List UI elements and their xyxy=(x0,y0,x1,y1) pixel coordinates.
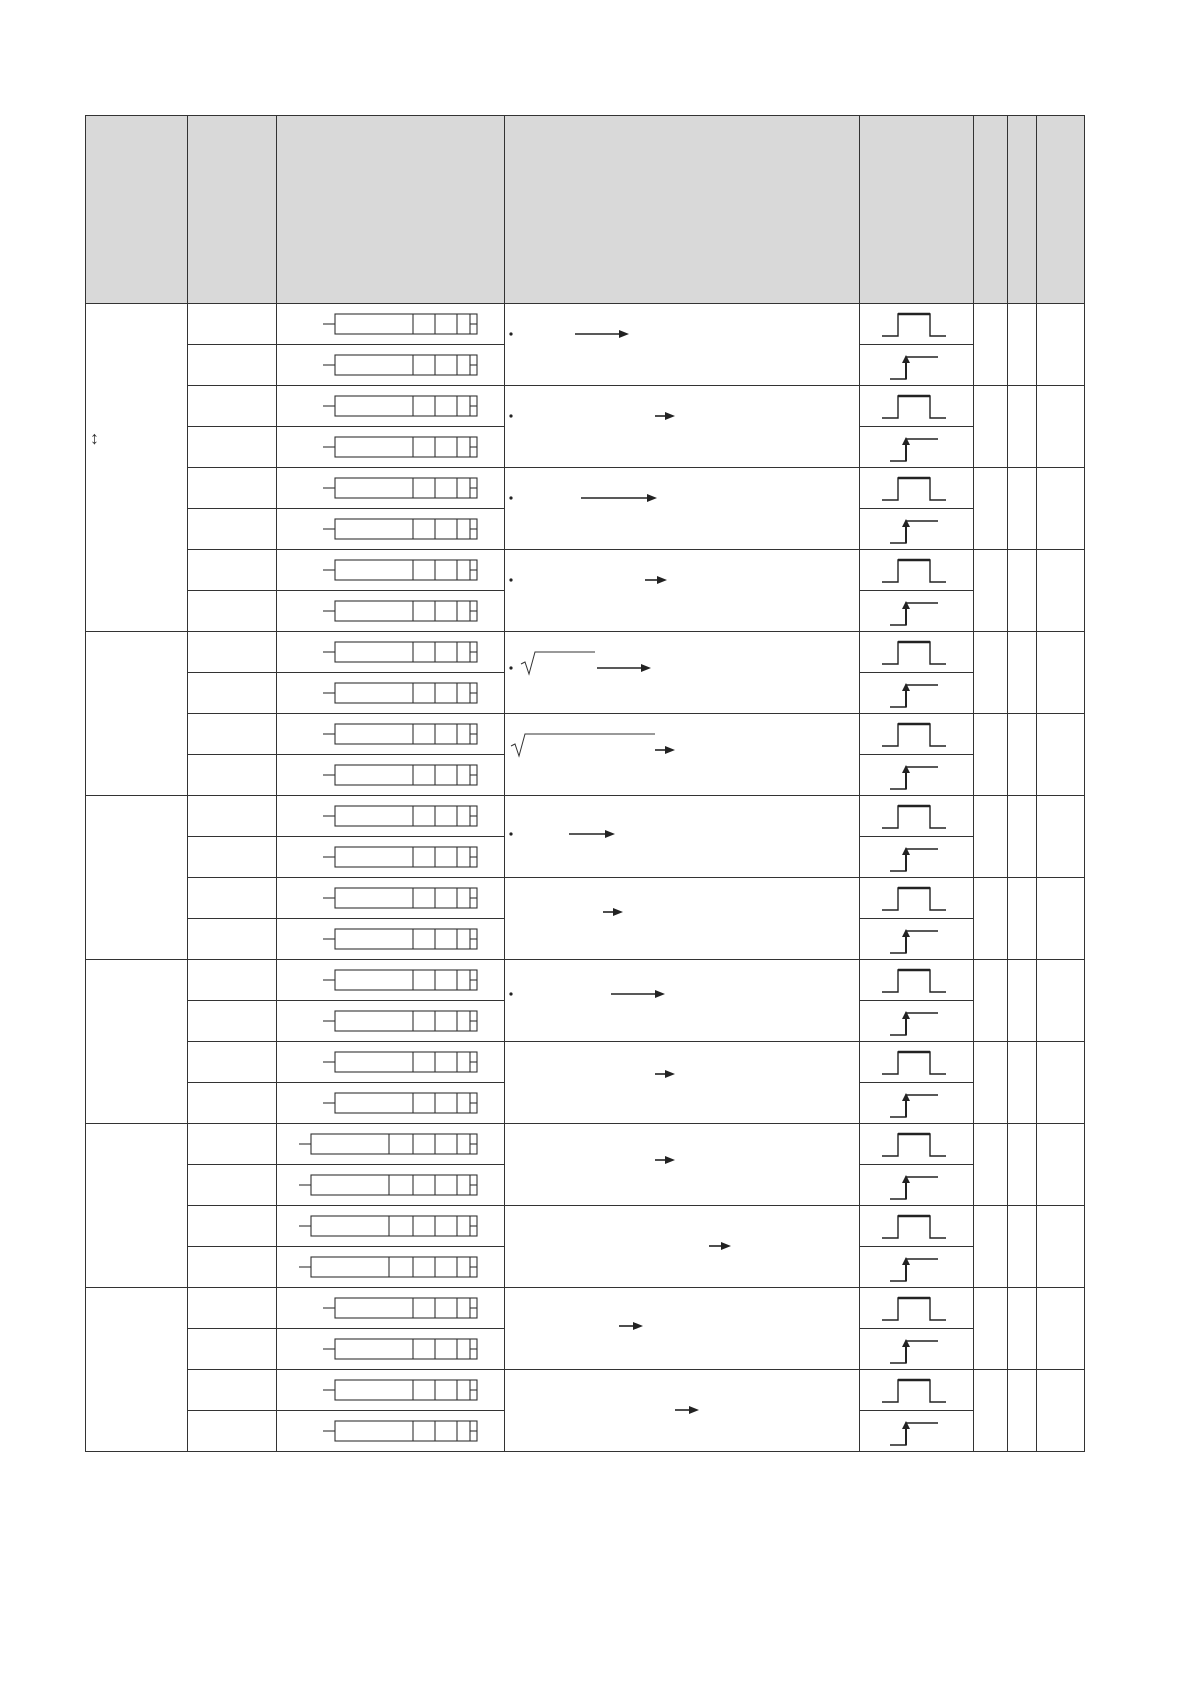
ladder-symbol xyxy=(277,632,488,672)
bullet-dot xyxy=(510,414,513,417)
ladder-symbol xyxy=(277,796,488,836)
pulse-execution-icon xyxy=(860,1124,970,1164)
execution-condition-cell xyxy=(860,1001,973,1042)
instruction-cell xyxy=(187,1042,276,1083)
rising-edge-icon xyxy=(860,919,970,959)
arrow-right-icon xyxy=(689,1406,699,1414)
pulse-execution-icon xyxy=(860,796,970,836)
execution-condition-cell xyxy=(860,919,973,960)
arrow-up-icon xyxy=(902,1011,910,1019)
symbol-cell xyxy=(276,386,505,427)
ladder-symbol xyxy=(277,1083,488,1123)
table-row xyxy=(86,1370,1085,1411)
subset-cell xyxy=(1007,1124,1036,1206)
instruction-cell xyxy=(187,1165,276,1206)
execution-condition-cell xyxy=(860,960,973,1001)
pulse-execution-icon xyxy=(860,1042,970,1082)
header-col8 xyxy=(1036,116,1084,304)
arrow-up-icon xyxy=(902,1093,910,1101)
ladder-symbol xyxy=(277,755,488,795)
arrow-up-icon xyxy=(902,1421,910,1429)
execution-condition-cell xyxy=(860,1288,973,1329)
header-category xyxy=(86,116,188,304)
table-row xyxy=(86,714,1085,755)
header-execution xyxy=(860,116,973,304)
arrow-right-icon xyxy=(613,908,623,916)
pulse-execution-icon xyxy=(860,386,970,426)
symbol-cell xyxy=(276,1370,505,1411)
header-col6 xyxy=(973,116,1007,304)
arrow-right-icon xyxy=(665,746,675,754)
processing-formula xyxy=(505,1370,850,1450)
reference-cell xyxy=(1036,1124,1084,1206)
processing-cell xyxy=(505,1042,860,1124)
instruction-cell xyxy=(187,837,276,878)
sqrt-icon xyxy=(511,734,655,756)
instruction-cell xyxy=(187,796,276,837)
execution-condition-cell xyxy=(860,1083,973,1124)
processing-cell xyxy=(505,304,860,386)
arrow-right-icon xyxy=(641,664,651,672)
bullet-dot xyxy=(510,832,513,835)
symbol-cell xyxy=(276,304,505,345)
symbol-cell xyxy=(276,1083,505,1124)
processing-formula xyxy=(505,796,850,876)
ladder-symbol xyxy=(277,714,488,754)
processing-formula xyxy=(505,468,850,548)
execution-condition-cell xyxy=(860,1206,973,1247)
subset-cell xyxy=(1007,550,1036,632)
ladder-symbol xyxy=(277,1124,488,1164)
ladder-symbol xyxy=(277,550,488,590)
rising-edge-icon xyxy=(860,345,970,385)
arrow-right-icon xyxy=(655,990,665,998)
ladder-symbol xyxy=(277,591,488,631)
symbol-cell xyxy=(276,878,505,919)
bullet-dot xyxy=(510,496,513,499)
arrow-up-icon xyxy=(902,519,910,527)
processing-cell xyxy=(505,878,860,960)
symbol-cell xyxy=(276,1329,505,1370)
table-row xyxy=(86,1124,1085,1165)
processing-formula xyxy=(505,960,850,1040)
subset-cell xyxy=(1007,1042,1036,1124)
reference-cell xyxy=(1036,1370,1084,1452)
pulse-execution-icon xyxy=(860,550,970,590)
processing-cell xyxy=(505,386,860,468)
instruction-cell xyxy=(187,304,276,345)
pulse-execution-icon xyxy=(860,960,970,1000)
step-cell xyxy=(973,550,1007,632)
table-row xyxy=(86,796,1085,837)
pulse-execution-icon xyxy=(860,468,970,508)
symbol-cell xyxy=(276,796,505,837)
execution-condition-cell xyxy=(860,304,973,345)
reference-cell xyxy=(1036,468,1084,550)
execution-condition-cell xyxy=(860,345,973,386)
symbol-cell xyxy=(276,1247,505,1288)
ladder-symbol xyxy=(277,1165,488,1205)
rising-edge-icon xyxy=(860,1165,970,1205)
instruction-cell xyxy=(187,960,276,1001)
step-cell xyxy=(973,468,1007,550)
arrow-right-icon xyxy=(665,1156,675,1164)
subset-cell xyxy=(1007,1370,1036,1452)
up-down-arrow-icon: ↕ xyxy=(90,428,99,448)
execution-condition-cell xyxy=(860,1370,973,1411)
subset-cell xyxy=(1007,878,1036,960)
table-header-row xyxy=(86,116,1085,304)
table-row xyxy=(86,550,1085,591)
header-symbol xyxy=(276,116,505,304)
arrow-right-icon xyxy=(665,412,675,420)
processing-formula xyxy=(505,550,850,630)
symbol-cell xyxy=(276,509,505,550)
bullet-dot xyxy=(510,992,513,995)
reference-cell xyxy=(1036,386,1084,468)
arrow-up-icon xyxy=(902,437,910,445)
instruction-cell xyxy=(187,673,276,714)
category-cell xyxy=(86,960,188,1124)
processing-formula xyxy=(505,1042,850,1122)
step-cell xyxy=(973,304,1007,386)
symbol-cell xyxy=(276,345,505,386)
execution-condition-cell xyxy=(860,878,973,919)
instruction-cell xyxy=(187,1083,276,1124)
instruction-table xyxy=(85,115,1085,1452)
symbol-cell xyxy=(276,1206,505,1247)
table-row xyxy=(86,304,1085,345)
arrow-up-icon xyxy=(902,683,910,691)
instruction-cell xyxy=(187,509,276,550)
ladder-symbol xyxy=(277,673,488,713)
rising-edge-icon xyxy=(860,1001,970,1041)
rising-edge-icon xyxy=(860,1247,970,1287)
instruction-cell xyxy=(187,550,276,591)
execution-condition-cell xyxy=(860,591,973,632)
symbol-cell xyxy=(276,1411,505,1452)
category-cell xyxy=(86,796,188,960)
arrow-up-icon xyxy=(902,601,910,609)
reference-cell xyxy=(1036,714,1084,796)
table-row xyxy=(86,1206,1085,1247)
symbol-cell xyxy=(276,550,505,591)
instruction-cell xyxy=(187,1124,276,1165)
arrow-right-icon xyxy=(647,494,657,502)
rising-edge-icon xyxy=(860,1083,970,1123)
processing-formula xyxy=(505,632,850,712)
reference-cell xyxy=(1036,632,1084,714)
table-row xyxy=(86,632,1085,673)
execution-condition-cell xyxy=(860,427,973,468)
bullet-dot xyxy=(510,332,513,335)
ladder-symbol xyxy=(277,919,488,959)
symbol-cell xyxy=(276,1288,505,1329)
arrow-right-icon xyxy=(605,830,615,838)
ladder-symbol xyxy=(277,1411,488,1451)
arrow-up-icon xyxy=(902,929,910,937)
table-row xyxy=(86,1042,1085,1083)
execution-condition-cell xyxy=(860,837,973,878)
symbol-cell xyxy=(276,1001,505,1042)
subset-cell xyxy=(1007,468,1036,550)
ladder-symbol xyxy=(277,345,488,385)
symbol-cell xyxy=(276,837,505,878)
pulse-execution-icon xyxy=(860,632,970,672)
ladder-symbol xyxy=(277,960,488,1000)
execution-condition-cell xyxy=(860,1247,973,1288)
symbol-cell xyxy=(276,673,505,714)
pulse-execution-icon xyxy=(860,1288,970,1328)
execution-condition-cell xyxy=(860,714,973,755)
step-cell xyxy=(973,1206,1007,1288)
processing-formula xyxy=(505,1124,850,1204)
bullet-dot xyxy=(510,666,513,669)
rising-edge-icon xyxy=(860,1329,970,1369)
pulse-execution-icon xyxy=(860,714,970,754)
table-row xyxy=(86,1288,1085,1329)
instruction-cell xyxy=(187,1001,276,1042)
arrow-up-icon xyxy=(902,1175,910,1183)
bullet-dot xyxy=(510,578,513,581)
instruction-cell xyxy=(187,468,276,509)
arrow-right-icon xyxy=(619,330,629,338)
table-body xyxy=(86,116,1085,1452)
execution-condition-cell xyxy=(860,673,973,714)
ladder-symbol xyxy=(277,1329,488,1369)
symbol-cell xyxy=(276,960,505,1001)
arrow-up-icon xyxy=(902,1257,910,1265)
instruction-cell xyxy=(187,714,276,755)
ladder-symbol xyxy=(277,837,488,877)
ladder-symbol xyxy=(277,878,488,918)
execution-condition-cell xyxy=(860,550,973,591)
ladder-symbol xyxy=(277,1288,488,1328)
arrow-up-icon xyxy=(902,847,910,855)
arrow-right-icon xyxy=(721,1242,731,1250)
instruction-cell xyxy=(187,1329,276,1370)
instruction-cell xyxy=(187,919,276,960)
rising-edge-icon xyxy=(860,509,970,549)
table-row xyxy=(86,960,1085,1001)
instruction-cell xyxy=(187,878,276,919)
arrow-right-icon xyxy=(665,1070,675,1078)
ladder-symbol xyxy=(277,509,488,549)
pulse-execution-icon xyxy=(860,878,970,918)
rising-edge-icon xyxy=(860,755,970,795)
header-processing xyxy=(505,116,860,304)
step-cell xyxy=(973,878,1007,960)
table-row xyxy=(86,878,1085,919)
step-cell xyxy=(973,386,1007,468)
instruction-cell xyxy=(187,1288,276,1329)
instruction-cell xyxy=(187,1370,276,1411)
subset-cell xyxy=(1007,796,1036,878)
ladder-symbol xyxy=(277,1206,488,1246)
ladder-symbol xyxy=(277,386,488,426)
subset-cell xyxy=(1007,1288,1036,1370)
header-col7 xyxy=(1007,116,1036,304)
subset-cell xyxy=(1007,1206,1036,1288)
processing-formula xyxy=(505,878,850,958)
rising-edge-icon xyxy=(860,591,970,631)
processing-formula xyxy=(505,1288,850,1368)
execution-condition-cell xyxy=(860,1329,973,1370)
reference-cell xyxy=(1036,796,1084,878)
execution-condition-cell xyxy=(860,1124,973,1165)
table-row xyxy=(86,386,1085,427)
processing-cell xyxy=(505,1206,860,1288)
execution-condition-cell xyxy=(860,632,973,673)
arrow-up-icon xyxy=(902,765,910,773)
processing-cell xyxy=(505,468,860,550)
instruction-cell xyxy=(187,632,276,673)
subset-cell xyxy=(1007,304,1036,386)
symbol-cell xyxy=(276,1042,505,1083)
execution-condition-cell xyxy=(860,755,973,796)
subset-cell xyxy=(1007,960,1036,1042)
processing-formula xyxy=(505,304,850,384)
symbol-cell xyxy=(276,714,505,755)
instruction-cell xyxy=(187,427,276,468)
reference-cell xyxy=(1036,878,1084,960)
ladder-symbol xyxy=(277,468,488,508)
instruction-cell xyxy=(187,1411,276,1452)
step-cell xyxy=(973,1042,1007,1124)
table-row xyxy=(86,468,1085,509)
processing-cell xyxy=(505,714,860,796)
execution-condition-cell xyxy=(860,796,973,837)
step-cell xyxy=(973,796,1007,878)
step-cell xyxy=(973,1370,1007,1452)
rising-edge-icon xyxy=(860,1411,970,1451)
execution-condition-cell xyxy=(860,509,973,550)
processing-cell xyxy=(505,796,860,878)
symbol-cell xyxy=(276,1124,505,1165)
symbol-cell xyxy=(276,755,505,796)
category-cell xyxy=(86,304,188,632)
rising-edge-icon xyxy=(860,673,970,713)
rising-edge-icon xyxy=(860,837,970,877)
instruction-cell xyxy=(187,1247,276,1288)
pulse-execution-icon xyxy=(860,1206,970,1246)
instruction-cell xyxy=(187,1206,276,1247)
instruction-cell xyxy=(187,345,276,386)
processing-cell xyxy=(505,1124,860,1206)
processing-cell xyxy=(505,632,860,714)
pulse-execution-icon xyxy=(860,1370,970,1410)
reference-cell xyxy=(1036,960,1084,1042)
step-cell xyxy=(973,960,1007,1042)
category-cell xyxy=(86,632,188,796)
symbol-cell xyxy=(276,919,505,960)
processing-cell xyxy=(505,550,860,632)
symbol-cell xyxy=(276,591,505,632)
symbol-cell xyxy=(276,468,505,509)
subset-cell xyxy=(1007,386,1036,468)
processing-formula xyxy=(505,714,850,794)
reference-cell xyxy=(1036,1288,1084,1370)
reference-cell xyxy=(1036,304,1084,386)
instruction-cell xyxy=(187,755,276,796)
subset-cell xyxy=(1007,632,1036,714)
execution-condition-cell xyxy=(860,1411,973,1452)
ladder-symbol xyxy=(277,427,488,467)
ladder-symbol xyxy=(277,304,488,344)
step-cell xyxy=(973,1288,1007,1370)
step-cell xyxy=(973,1124,1007,1206)
step-cell xyxy=(973,632,1007,714)
execution-condition-cell xyxy=(860,1165,973,1206)
execution-condition-cell xyxy=(860,1042,973,1083)
step-cell xyxy=(973,714,1007,796)
category-cell xyxy=(86,1124,188,1288)
ladder-symbol xyxy=(277,1001,488,1041)
ladder-symbol xyxy=(277,1042,488,1082)
instruction-cell xyxy=(187,591,276,632)
header-instruction xyxy=(187,116,276,304)
reference-cell xyxy=(1036,1206,1084,1288)
execution-condition-cell xyxy=(860,386,973,427)
processing-formula xyxy=(505,1206,850,1286)
arrow-up-icon xyxy=(902,355,910,363)
execution-condition-cell xyxy=(860,468,973,509)
ladder-symbol xyxy=(277,1247,488,1287)
symbol-cell xyxy=(276,632,505,673)
rising-edge-icon xyxy=(860,427,970,467)
symbol-cell xyxy=(276,427,505,468)
instruction-cell xyxy=(187,386,276,427)
processing-formula xyxy=(505,386,850,466)
arrow-right-icon xyxy=(633,1322,643,1330)
reference-cell xyxy=(1036,1042,1084,1124)
reference-cell xyxy=(1036,550,1084,632)
sqrt-icon xyxy=(521,652,595,674)
subset-cell xyxy=(1007,714,1036,796)
ladder-symbol xyxy=(277,1370,488,1410)
pulse-execution-icon xyxy=(860,304,970,344)
processing-cell xyxy=(505,960,860,1042)
arrow-right-icon xyxy=(657,576,667,584)
arrow-up-icon xyxy=(902,1339,910,1347)
symbol-cell xyxy=(276,1165,505,1206)
category-cell xyxy=(86,1288,188,1452)
processing-cell xyxy=(505,1370,860,1452)
processing-cell xyxy=(505,1288,860,1370)
